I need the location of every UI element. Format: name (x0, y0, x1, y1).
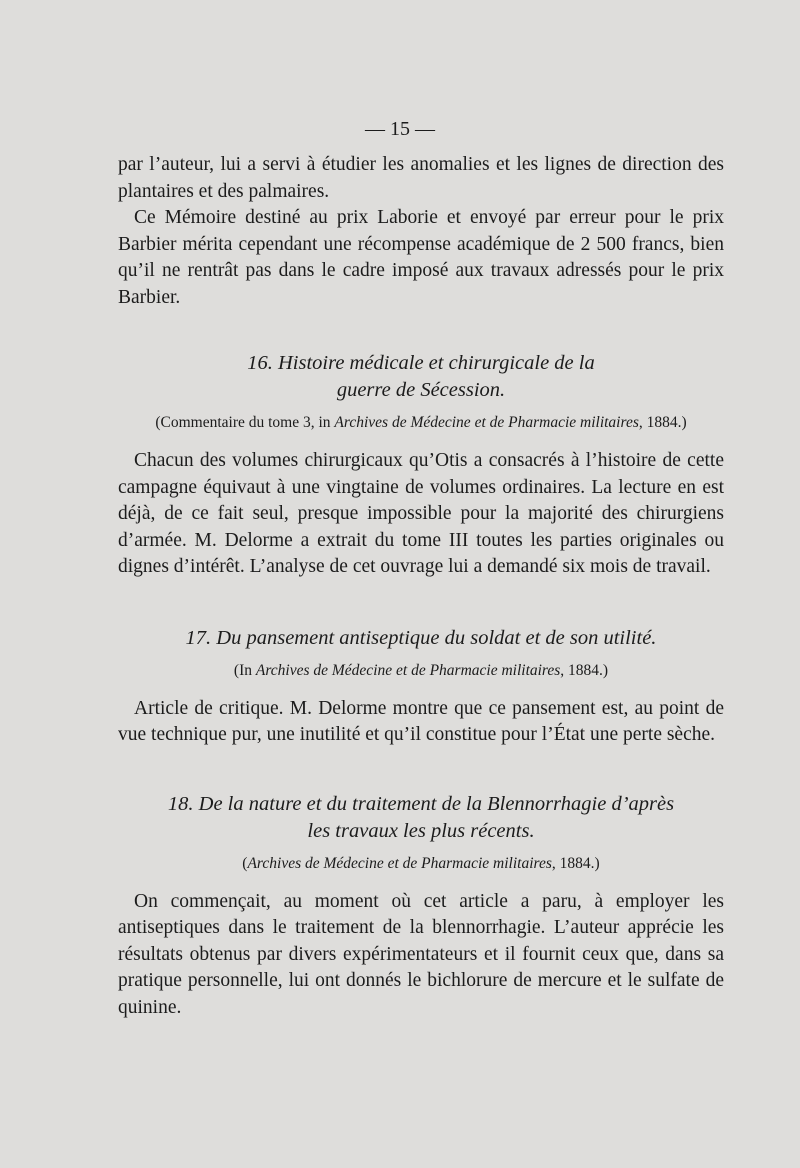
section-16-title (118, 350, 724, 377)
citation-suffix: , 1884.) (560, 661, 609, 679)
citation-suffix: , 1884.) (551, 854, 600, 872)
section-18-body: On commençait, au moment où cet article a paru, à employer les antiseptiques dans le traitement de la blennorrhagie. L’auteur apprécie les résultats obtenus par divers expérimentateurs et il fournit ceux que, dans sa pratique personnelle, lui ont donnés le bichlorure de mercure et le sulfate de quinine. (118, 890, 724, 1018)
page-number: — 15 — (365, 118, 435, 140)
page-content (118, 152, 724, 1021)
section-17-body: Article de critique. M. Delorme montre que ce pansement est, au point de vue technique pur, une inutilité et qu’il constitue pour l’État une perte sèche. (118, 697, 724, 745)
section-16-number: 16. (247, 352, 273, 374)
citation-suffix: , 1884.) (638, 414, 687, 431)
section-18-number: 18. (167, 792, 194, 815)
section-18-title-line1: De la nature et du traitement de la Blennorrhagie d’après (198, 792, 675, 815)
section-17-title-line1: Du pansement antiseptique du soldat et de son utilité. (216, 626, 657, 649)
intro-paragraph-1: par l’auteur, lui a servi à étudier les anomalies et les lignes de direction des plantaires et des palmaires. (118, 154, 724, 202)
section-17-citation (118, 662, 724, 680)
section-17-title (118, 625, 724, 652)
section-16-body: Chacun des volumes chirurgicaux qu’Otis a consacrés à l’histoire de cette campagne équivaut à une vingtaine de volumes ordinaires. La lecture en est déjà, de ce fait seul, presque impossible pour la majorité des chirurgiens d’armée. M. Delorme a extrait du tome III toutes les parties originales ou dignes d’intérêt. L’analyse de cet ouvrage lui a demandé six mois de travail. (118, 450, 724, 577)
citation-prefix: (Commentaire du tome 3, in (155, 414, 335, 431)
section-17-number: 17. (185, 626, 212, 649)
section-18-title-line2: les travaux les plus récents. (307, 819, 535, 842)
citation-journal: Archives de Médecine et de Pharmacie militaires (334, 414, 639, 431)
citation-journal: Archives de Médecine et de Pharmacie militaires (255, 661, 561, 679)
section-16-citation (118, 414, 724, 432)
section-18-title (118, 791, 724, 818)
citation-prefix: (In (233, 661, 256, 679)
intro-paragraph-2: Ce Mémoire destiné au prix Laborie et envoyé par erreur pour le prix Barbier mérita cependant une récompense académique de 2 500 francs, bien qu’il ne rentrât pas dans le cadre imposé aux travaux adressés pour le prix Barbier. (118, 207, 724, 308)
citation-journal: Archives de Médecine et de Pharmacie militaires (247, 854, 552, 872)
section-16-title-line2: guerre de Sécession. (336, 379, 506, 401)
section-16-title-line1: Histoire médicale et chirurgicale de la (278, 352, 595, 374)
section-18-citation (118, 855, 724, 873)
citation-prefix: ( (242, 854, 248, 872)
